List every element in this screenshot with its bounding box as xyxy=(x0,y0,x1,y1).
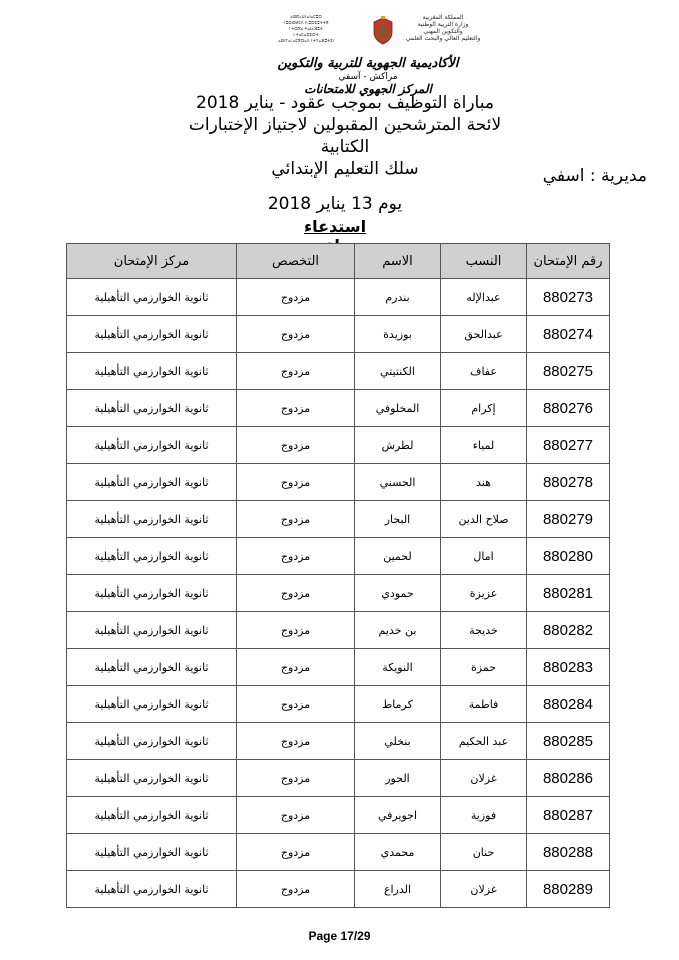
table-row xyxy=(67,834,610,871)
cell-first-name: اجويرفي xyxy=(355,797,441,834)
table-row xyxy=(67,501,610,538)
header-first-name: الاسم xyxy=(355,244,441,279)
cell-last-name: خديجة xyxy=(441,612,527,649)
table-row xyxy=(67,279,610,316)
cell-specialty: مزدوج xyxy=(237,834,355,871)
letterhead-arabic-block xyxy=(402,14,484,42)
table-row xyxy=(67,538,610,575)
cell-exam-center: ثانوية الخوارزمي التأهيلية xyxy=(67,686,237,723)
cell-specialty: مزدوج xyxy=(237,575,355,612)
document-titles xyxy=(180,92,510,180)
cell-last-name: عبدالحق xyxy=(441,316,527,353)
cell-first-name: الحسني xyxy=(355,464,441,501)
cell-first-name: بن خديم xyxy=(355,612,441,649)
cell-first-name: الحور xyxy=(355,760,441,797)
cell-first-name: محمدي xyxy=(355,834,441,871)
header-exam-number: رقم الإمتحان xyxy=(527,244,610,279)
title-line: لائحة المترشحين المقبولين لاجتياز الإختبارات الكتابية xyxy=(188,115,502,157)
cell-exam-number: 880283 xyxy=(527,649,610,686)
cell-exam-center: ثانوية الخوارزمي التأهيلية xyxy=(67,834,237,871)
cell-first-name: المخلوفي xyxy=(355,390,441,427)
cell-last-name: عبد الحكيم xyxy=(441,723,527,760)
cell-last-name: فوزية xyxy=(441,797,527,834)
academy-name: الأكاديمية الجهوية للتربية والتكوين xyxy=(277,56,459,71)
header-specialty: التخصص xyxy=(237,244,355,279)
cell-exam-center: ثانوية الخوارزمي التأهيلية xyxy=(67,464,237,501)
cell-exam-center: ثانوية الخوارزمي التأهيلية xyxy=(67,797,237,834)
cell-first-name: لطرش xyxy=(355,427,441,464)
page-number: Page 17/29 xyxy=(308,929,371,943)
letterhead-arabic-line: وزارة التربية الوطنية xyxy=(417,21,469,28)
cell-specialty: مزدوج xyxy=(237,871,355,908)
cell-last-name: حنان xyxy=(441,834,527,871)
cell-specialty: مزدوج xyxy=(237,353,355,390)
letterhead-tifinagh-line: ⴰⵙⵏⵢⴰⵏ ⴰⵎⴳⵔⴰⴷ ⵏ ⵜⵢⴰⴼⵓⵜⵉⵏ xyxy=(278,38,334,43)
header-last-name: النسب xyxy=(441,244,527,279)
cell-exam-center: ثانوية الخوارزمي التأهيلية xyxy=(67,871,237,908)
cell-exam-number: 880289 xyxy=(527,871,610,908)
region-name: مراكش - آسفي xyxy=(338,72,398,82)
cell-exam-number: 880276 xyxy=(527,390,610,427)
letterhead-tifinagh-line: ⵏ ⵜⴰⵎⴰⵣⵉⵔⵜ xyxy=(293,32,319,37)
collective-summons-title: استدعاء xyxy=(303,217,367,236)
cell-exam-center: ثانوية الخوارزمي التأهيلية xyxy=(67,649,237,686)
cell-first-name: لحمين xyxy=(355,538,441,575)
table-row xyxy=(67,686,610,723)
letterhead xyxy=(250,14,490,96)
cell-exam-center: ثانوية الخوارزمي التأهيلية xyxy=(67,538,237,575)
cell-first-name: بوزيدة xyxy=(355,316,441,353)
moroccan-emblem-icon xyxy=(370,16,396,46)
table-row xyxy=(67,760,610,797)
cell-exam-number: 880286 xyxy=(527,760,610,797)
cell-last-name: عبدالإله xyxy=(441,279,527,316)
cell-first-name: الكنتيتي xyxy=(355,353,441,390)
cell-specialty: مزدوج xyxy=(237,501,355,538)
cell-specialty: مزدوج xyxy=(237,316,355,353)
cell-exam-center: ثانوية الخوارزمي التأهيلية xyxy=(67,390,237,427)
cell-last-name: امال xyxy=(441,538,527,575)
letterhead-arabic-line: المملكة المغربية xyxy=(422,14,464,21)
cell-last-name: عزيزة xyxy=(441,575,527,612)
table-row xyxy=(67,427,610,464)
cell-exam-center: ثانوية الخوارزمي التأهيلية xyxy=(67,427,237,464)
candidates-table xyxy=(66,243,610,908)
cell-exam-number: 880284 xyxy=(527,686,610,723)
header-exam-center: مركز الإمتحان xyxy=(67,244,237,279)
cell-exam-center: ثانوية الخوارزمي التأهيلية xyxy=(67,723,237,760)
table-header-row xyxy=(67,244,610,279)
table-row xyxy=(67,464,610,501)
exam-date: يوم 13 يناير 2018 xyxy=(267,194,403,214)
cell-first-name: البحار xyxy=(355,501,441,538)
letterhead-tifinagh-line: ⵏ ⵜⵙⴳⴰ ⵜⴰⵏⴰⴼⵓⵜ xyxy=(289,26,323,31)
cell-exam-number: 880273 xyxy=(527,279,610,316)
cell-last-name: عفاف xyxy=(441,353,527,390)
cell-last-name: صلاح الدين xyxy=(441,501,527,538)
cell-specialty: مزدوج xyxy=(237,797,355,834)
cell-specialty: مزدوج xyxy=(237,538,355,575)
cell-first-name: كرماط xyxy=(355,686,441,723)
letterhead-arabic-line: والتكوين المهني xyxy=(423,28,463,35)
table-row xyxy=(67,649,610,686)
cell-exam-center: ثانوية الخوارزمي التأهيلية xyxy=(67,501,237,538)
directorate-label: مديرية : اسفي xyxy=(542,166,647,186)
cell-first-name: الدراع xyxy=(355,871,441,908)
cell-exam-number: 880285 xyxy=(527,723,610,760)
cell-exam-center: ثانوية الخوارزمي التأهيلية xyxy=(67,575,237,612)
cell-last-name: هند xyxy=(441,464,527,501)
cell-last-name: غزلان xyxy=(441,760,527,797)
cell-specialty: مزدوج xyxy=(237,686,355,723)
cell-exam-number: 880274 xyxy=(527,316,610,353)
cell-exam-center: ثانوية الخوارزمي التأهيلية xyxy=(67,612,237,649)
cell-exam-number: 880282 xyxy=(527,612,610,649)
cell-exam-center: ثانوية الخوارزمي التأهيلية xyxy=(67,316,237,353)
cell-specialty: مزدوج xyxy=(237,760,355,797)
cell-last-name: فاطمة xyxy=(441,686,527,723)
cell-specialty: مزدوج xyxy=(237,612,355,649)
cell-specialty: مزدوج xyxy=(237,390,355,427)
cell-exam-center: ثانوية الخوارزمي التأهيلية xyxy=(67,279,237,316)
cell-specialty: مزدوج xyxy=(237,464,355,501)
cell-first-name: بندرم xyxy=(355,279,441,316)
cell-specialty: مزدوج xyxy=(237,649,355,686)
cell-specialty: مزدوج xyxy=(237,723,355,760)
cell-last-name: غزلان xyxy=(441,871,527,908)
cell-first-name: بنخلي xyxy=(355,723,441,760)
cell-first-name: النويكة xyxy=(355,649,441,686)
cell-exam-number: 880281 xyxy=(527,575,610,612)
table-row xyxy=(67,390,610,427)
table-row xyxy=(67,612,610,649)
cell-exam-number: 880278 xyxy=(527,464,610,501)
letterhead-arabic-line: والتعليم العالي والبحث العلمي xyxy=(405,35,481,42)
table-body xyxy=(67,279,610,908)
cell-exam-number: 880280 xyxy=(527,538,610,575)
cell-exam-number: 880288 xyxy=(527,834,610,871)
letterhead-tifinagh-block xyxy=(250,14,362,44)
cell-last-name: إكرام xyxy=(441,390,527,427)
table-row xyxy=(67,871,610,908)
title-line: سلك التعليم الإبتدائي xyxy=(271,159,419,179)
cell-exam-number: 880277 xyxy=(527,427,610,464)
table-row xyxy=(67,723,610,760)
cell-last-name: لمياء xyxy=(441,427,527,464)
cell-first-name: حمودي xyxy=(355,575,441,612)
table-row xyxy=(67,316,610,353)
table-row xyxy=(67,353,610,390)
cell-exam-center: ثانوية الخوارزمي التأهيلية xyxy=(67,760,237,797)
letterhead-tifinagh-line: ⴰⵙⴽⴰⵡⵏ ⴰⵏⴰⵎⵓⵔ xyxy=(290,14,322,19)
cell-exam-center: ثانوية الخوارزمي التأهيلية xyxy=(67,353,237,390)
title-line: مباراة التوظيف بموجب عقود - يناير 2018 xyxy=(196,93,494,113)
cell-last-name: حمزة xyxy=(441,649,527,686)
cell-specialty: مزدوج xyxy=(237,279,355,316)
table-row xyxy=(67,797,610,834)
cell-exam-number: 880275 xyxy=(527,353,610,390)
cell-exam-number: 880287 xyxy=(527,797,610,834)
exam-center-name: المركز الجهوي للامتحانات xyxy=(304,82,432,96)
cell-exam-number: 880279 xyxy=(527,501,610,538)
table-row xyxy=(67,575,610,612)
letterhead-tifinagh-line: ⵏ ⵓⵙⵙⵍⵎⴷ ⴷ ⵓⵙⵎⵓⵜⵜⴳ xyxy=(283,20,329,25)
cell-specialty: مزدوج xyxy=(237,427,355,464)
